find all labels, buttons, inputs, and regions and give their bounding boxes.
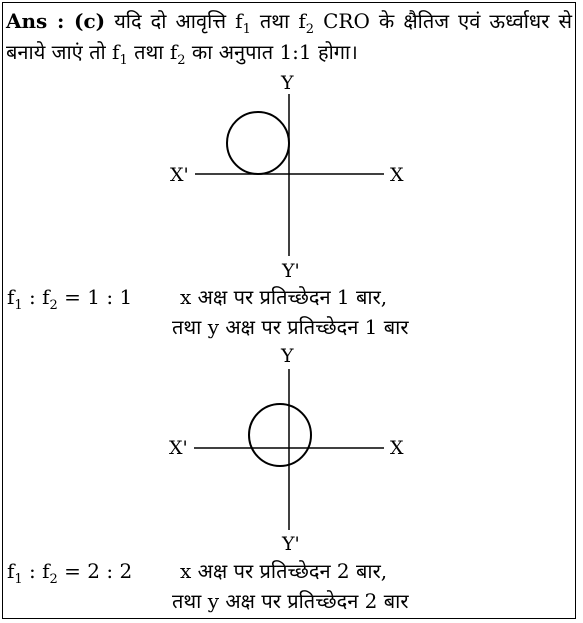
description-2-line1: x अक्ष पर प्रतिच्छेदन 2 बार, bbox=[180, 559, 388, 583]
ratio-1-sub2: 2 bbox=[49, 298, 58, 313]
description-2 bbox=[172, 556, 409, 616]
answer-text-4: तथा bbox=[134, 40, 164, 64]
f2-symbol-2: f bbox=[169, 40, 178, 64]
description-2-line2: तथा y अक्ष पर प्रतिच्छेदन 2 बार bbox=[172, 589, 409, 613]
f2-subscript-2: 2 bbox=[177, 53, 186, 68]
answer-text-3: CRO के क्षैतिज एवं ऊर्ध्वाधर से बनाये जाएं तो bbox=[6, 9, 572, 64]
ratio-2 bbox=[7, 558, 133, 587]
circle-pattern-1 bbox=[227, 112, 289, 174]
y-label-1: Y bbox=[281, 72, 294, 94]
f1-subscript: 1 bbox=[242, 22, 251, 37]
description-1 bbox=[172, 282, 409, 342]
ratio-1-sub1: 1 bbox=[14, 298, 23, 313]
f2-symbol: f bbox=[298, 9, 306, 33]
diagram-1 bbox=[170, 72, 404, 282]
x-neg-label-2: X' bbox=[169, 437, 188, 459]
ratio-1-sep: : f bbox=[22, 285, 50, 309]
ratio-1-value: = 1 : 1 bbox=[57, 285, 133, 309]
x-label-1: X bbox=[390, 164, 404, 186]
ratio-2-value: = 2 : 2 bbox=[57, 559, 133, 583]
ratio-2-sub2: 2 bbox=[49, 572, 58, 587]
answer-text-1: यदि दो आवृत्ति bbox=[114, 9, 227, 33]
f2-subscript: 2 bbox=[305, 22, 315, 37]
x-label-2: X bbox=[390, 437, 404, 459]
ratio-2-sep: : f bbox=[22, 559, 50, 583]
f1-symbol-2: f bbox=[112, 40, 120, 64]
description-1-line1: x अक्ष पर प्रतिच्छेदन 1 बार, bbox=[180, 285, 388, 309]
ratio-1 bbox=[7, 284, 133, 313]
answer-text-5: का अनुपात 1:1 होगा। bbox=[191, 40, 358, 64]
answer-text-2: तथा bbox=[259, 9, 290, 33]
f1-symbol: f bbox=[235, 9, 243, 33]
ratio-2-f1: f bbox=[7, 559, 15, 583]
y-neg-label-1: Y' bbox=[282, 260, 300, 282]
x-neg-label-1: X' bbox=[170, 164, 189, 186]
ratio-2-sub1: 1 bbox=[14, 572, 23, 587]
f1-subscript-2: 1 bbox=[119, 53, 128, 68]
ratio-1-f1: f bbox=[7, 285, 15, 309]
circle-pattern-2 bbox=[249, 404, 311, 466]
diagram-2 bbox=[169, 345, 404, 555]
description-1-line2: तथा y अक्ष पर प्रतिच्छेदन 1 बार bbox=[172, 315, 409, 339]
y-neg-label-2: Y' bbox=[282, 533, 300, 555]
y-label-2: Y bbox=[281, 345, 294, 367]
answer-label: Ans : (c) bbox=[6, 9, 106, 33]
